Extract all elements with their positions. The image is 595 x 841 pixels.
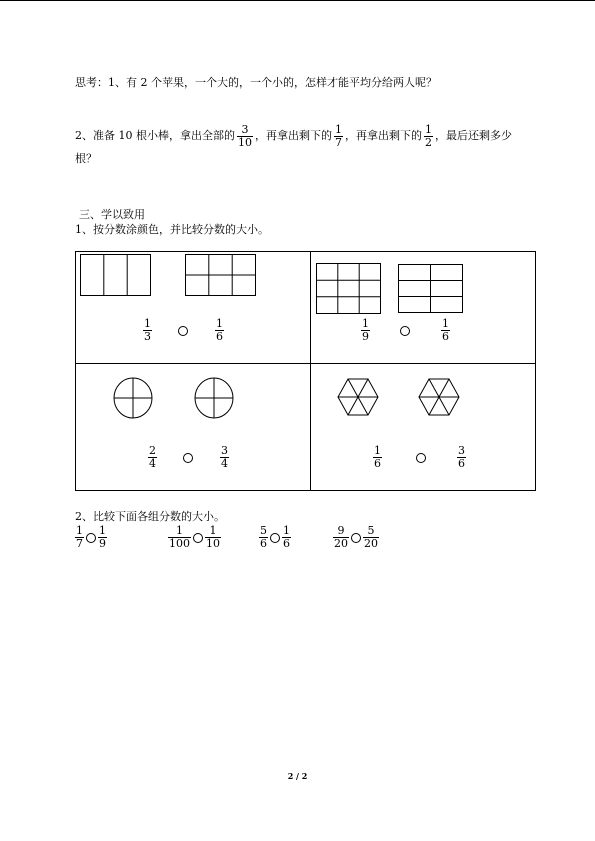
q2-text-1: 2、准备 10 根小棒，拿出全部的 <box>75 129 235 142</box>
compare-circle[interactable] <box>86 533 96 543</box>
q2-text-4: ，最后还剩多少 <box>435 129 512 142</box>
table-divider-horizontal <box>75 363 536 364</box>
pair-4: $\frac{9}{20}$ $\frac{5}{20}$ <box>334 524 378 550</box>
fraction: $\frac{1}{7}$ <box>335 122 342 149</box>
cell-3-comparison: $\frac{2}{4}$ $\frac{3}{4}$ <box>149 444 228 470</box>
page-number: 2 / 2 <box>287 771 308 781</box>
section-q2: 2、比较下面各组分数的大小。 <box>75 510 225 523</box>
cell-2-comparison: $\frac{1}{9}$ $\frac{1}{6}$ <box>362 317 449 343</box>
pair-1: $\frac{1}{7}$ $\frac{1}{9}$ <box>76 524 106 550</box>
fraction: $\frac{1}{2}$ <box>425 122 432 149</box>
compare-circle[interactable] <box>351 533 361 543</box>
circle-quarters-b[interactable] <box>193 377 235 419</box>
compare-circle[interactable] <box>400 326 410 336</box>
rect-ninths[interactable] <box>316 263 382 315</box>
q2-text-2: ，再拿出剩下的 <box>255 129 332 142</box>
pair-2: $\frac{1}{100}$ $\frac{1}{10}$ <box>169 524 220 550</box>
hexagon-sixths-a[interactable] <box>337 378 379 416</box>
rect-sixths-rows[interactable] <box>398 264 464 314</box>
top-rule <box>0 0 595 1</box>
q2-text-3: ，再拿出剩下的 <box>345 129 422 142</box>
table-divider-vertical <box>310 251 311 491</box>
cell-4-comparison: $\frac{1}{6}$ $\frac{3}{6}$ <box>374 444 465 470</box>
compare-circle[interactable] <box>183 453 193 463</box>
compare-circle[interactable] <box>178 326 188 336</box>
section-q1: 1、按分数涂颜色，并比较分数的大小。 <box>75 223 269 236</box>
circle-quarters-a[interactable] <box>112 377 154 419</box>
compare-circle[interactable] <box>193 533 203 543</box>
compare-circle[interactable] <box>416 453 426 463</box>
stick-question <box>75 120 512 152</box>
q2-text-5: 根？ <box>75 152 97 165</box>
rect-sixths[interactable] <box>185 254 257 298</box>
compare-circle[interactable] <box>270 533 280 543</box>
rect-thirds[interactable] <box>80 254 152 298</box>
fraction: $\frac{3}{10}$ <box>238 122 252 149</box>
pair-3: $\frac{5}{6}$ $\frac{1}{6}$ <box>260 524 290 550</box>
think-question: 思考：1、有 2 个苹果，一个大的，一个小的，怎样才能平均分给两人呢？ <box>75 76 437 89</box>
section-title: 三、学以致用 <box>79 208 145 221</box>
hexagon-sixths-b[interactable] <box>418 378 460 416</box>
cell-1-comparison: $\frac{1}{3}$ $\frac{1}{6}$ <box>144 317 223 343</box>
